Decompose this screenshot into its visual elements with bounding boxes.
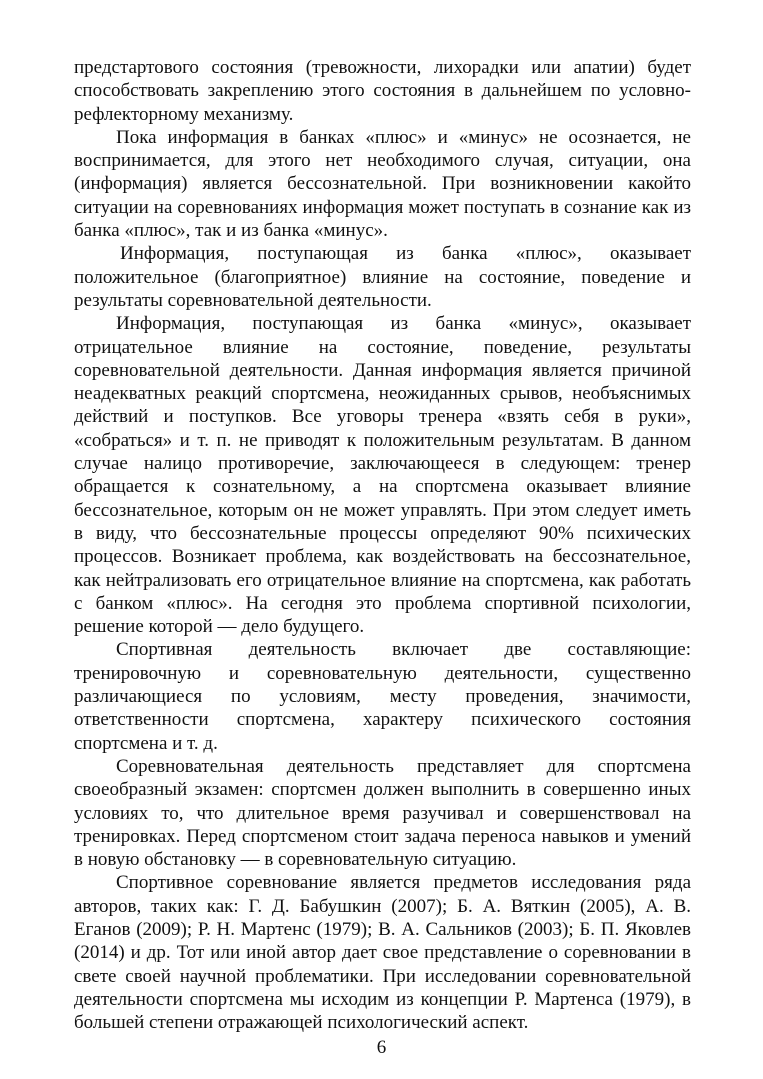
paragraph-6: Соревновательная деятельность представляет для спортсмена своеобразный экзамен: спортсмен должен выполнить в совершенно иных условиях то, что длительное время разучивал и совершенствовал на тренировках. Перед спортсменом стоит задача переноса навыков и умений в новую обстановку — в соревновательную ситуацию. bbox=[74, 755, 691, 871]
paragraph-4: Информация, поступающая из банка «минус», оказывает отрицательное влияние на состояние, поведение, результаты соревновательной деятельности. Данная информация является причиной неадекватных реакций спортсмена, неожиданных срывов, необъяснимых действий и поступков. Все уговоры тренера «взять себя в руки», «собраться» и т. п. не приводят к положительным результатам. В данном случае налицо противоречие, заключающееся в следующем: тренер обращается к сознательному, а на спортсмена оказывает влияние бессознательное, которым он не может управлять. При этом следует иметь в виду, что бессознательные процессы определяют 90% психических процессов. Возникает проблема, как воздействовать на бессознательное, как нейтрализовать его отрицательное влияние на спортсмена, как работать с банком «плюс». На сегодня это проблема спортивной психологии, решение которой — дело будущего. bbox=[74, 313, 691, 638]
page-number: 6 bbox=[376, 1037, 387, 1058]
paragraph-2: Пока информация в банках «плюс» и «минус» не осознается, не воспринимается, для этого нет необходимого случая, ситуации, она (информация) является бессознательной. При возникновении какойто ситуации на соревнованиях информация может поступать в сознание как из банка «плюс», так и из банка «минус». bbox=[74, 126, 691, 242]
paragraph-7: Спортивное соревнование является предметов исследования ряда авторов, таких как: Г. Д. Бабушкин (2007); Б. А. Вяткин (2005), А. В. Еганов (2009); Р. Н. Мартенс (1979); В. А. Сальников (2003); Б. П. Яковлев (2014) и др. Тот или иной автор дает свое представление о соревновании в свете своей научной проблематики. При исследовании соревновательной деятельности спортсмена мы исходим из концепции Р. Мартенса (1979), в большей степени отражающей психологический аспект. bbox=[74, 872, 691, 1034]
paragraph-3: Информация, поступающая из банка «плюс», оказывает положительное (благоприятное) влияние на состояние, поведение и результаты соревновательной деятельности. bbox=[74, 243, 691, 311]
paragraph-5: Спортивная деятельность включает две составляющие: тренировочную и соревновательную деятельности, существенно различающиеся по условиям, месту проведения, значимости, ответственности спортсмена, характеру психического состояния спортсмена и т. д. bbox=[74, 639, 691, 754]
paragraph-1: предстартового состояния (тревожности, лихорадки или апатии) будет способствовать закреплению этого состояния в дальнейшем по условно-рефлекторному механизму. bbox=[74, 57, 691, 125]
page-body bbox=[74, 56, 691, 1034]
